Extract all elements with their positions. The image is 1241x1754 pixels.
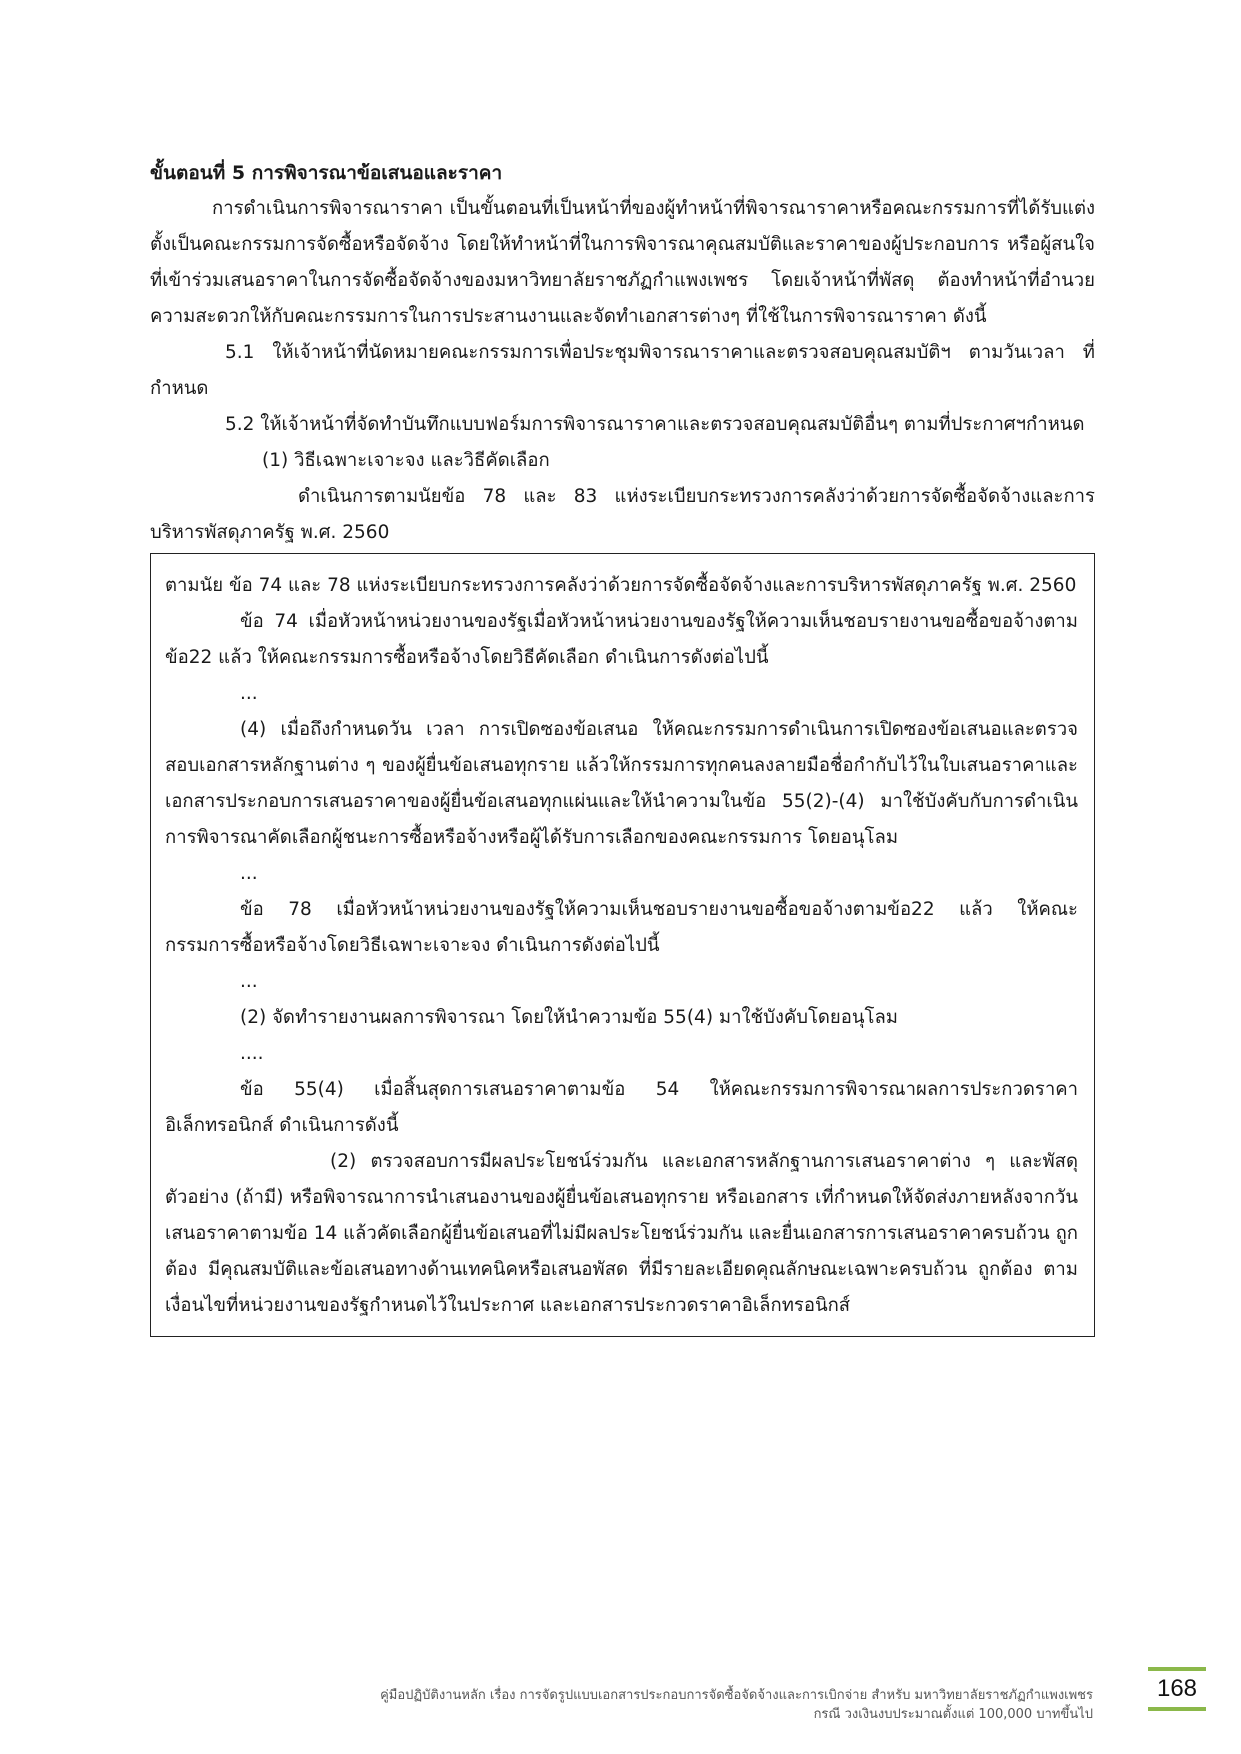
page-number-block: [1148, 1667, 1206, 1711]
intro-paragraph: การดำเนินการพิจารณาราคา เป็นขั้นตอนที่เป็นหน้าที่ของผู้ทำหน้าที่พิจารณาราคาหรือคณะกรรมการที่ได้รับแต่งตั้งเป็นคณะกรรมการจัดซื้อหรือจัดจ้าง โดยให้ทำหน้าที่ในการพิจารณาคุณสมบัติและราคาของผู้ประกอบการ หรือผู้สนใจที่เข้าร่วมเสนอราคาในการจัดซื้อจัดจ้างของมหาวิทยาลัยราชภัฏกำแพงเพชร โดยเจ้าหน้าที่พัสดุ ต้องทำหน้าที่อำนวยความสะดวกให้กับคณะกรรมการในการประสานงานและจัดทำเอกสารต่างๆ ที่ใช้ในการพิจารณาราคา ดังนี้: [150, 198, 1095, 327]
box-clause-55-4-2: (2) ตรวจสอบการมีผลประโยชน์ร่วมกัน และเอกสารหลักฐานการเสนอราคาต่าง ๆ และพัสดุตัวอย่าง (ถ้ามี) หรือพิจารณาการนำเสนองานของผู้ยื่นข้อเสนอทุกราย หรือเอกสาร เที่กำหนดให้จัดส่งภายหลังจากวันเสนอราคาตามข้อ 14 แล้วคัดเลือกผู้ยื่นข้อเสนอที่ไม่มีผลประโยชน์ร่วมกัน และยื่นเอกสารการเสนอราคาครบถ้วน ถูกต้อง มีคุณสมบัติและข้อเสนอทางด้านเทคนิคหรือเสนอพัสด ที่มีรายละเอียดคุณลักษณะเฉพาะครบถ้วน ถูกต้อง ตามเงื่อนไขที่หน่วยงานของรัฐกำหนดไว้ในประกาศ และเอกสารประกวดราคาอิเล็กทรอนิกส์: [165, 1151, 1078, 1316]
page-footer: [380, 1686, 1093, 1724]
box-clause-74: ข้อ 74 เมื่อหัวหน้าหน่วยงานของรัฐเมื่อหัวหน้าหน่วยงานของรัฐให้ความเห็นชอบรายงานขอซื้อขอจ้างตามข้อ22 แล้ว ให้คณะกรรมการซื้อหรือจ้างโดยวิธีคัดเลือก ดำเนินการดังต่อไปนี้: [165, 611, 1078, 668]
paragraph-5-1: 5.1 ให้เจ้าหน้าที่นัดหมายคณะกรรมการเพื่อประชุมพิจารณาราคาและตรวจสอบคุณสมบัติฯ ตามวันเวลา ที่กำหนด: [150, 342, 1095, 399]
box-intro: ตามนัย ข้อ 74 และ 78 แห่งระเบียบกระทรวงการคลังว่าด้วยการจัดซื้อจัดจ้างและการบริหารพัสดุภาครัฐ พ.ศ. 2560: [165, 575, 1077, 596]
page-number: 168: [1156, 1675, 1198, 1702]
box-clause-78-2: (2) จัดทำรายงานผลการพิจารณา โดยให้นำความข้อ 55(4) มาใช้บังคับโดยอนุโลม: [240, 1007, 898, 1028]
box-ellipsis: ....: [240, 1043, 264, 1064]
box-clause-78: ข้อ 78 เมื่อหัวหน้าหน่วยงานของรัฐให้ความเห็นชอบรายงานขอซื้อขอจ้างตามข้อ22 แล้ว ให้คณะกรรมการซื้อหรือจ้างโดยวิธีเฉพาะเจาะจง ดำเนินการดังต่อไปนี้: [165, 899, 1078, 956]
footer-subtitle: กรณี วงเงินงบประมาณตั้งแต่ 100,000 บาทขึ้นไป: [813, 1707, 1093, 1722]
document-page: [150, 155, 1095, 1337]
regulation-quote-box: [150, 553, 1095, 1337]
box-clause-55-4: ข้อ 55(4) เมื่อสิ้นสุดการเสนอราคาตามข้อ 54 ให้คณะกรรมการพิจารณาผลการประกวดราคาอิเล็กทรอนิกส์ ดำเนินการดังนี้: [165, 1079, 1078, 1136]
footer-title: คู่มือปฏิบัติงานหลัก เรื่อง การจัดรูปแบบเอกสารประกอบการจัดซื้อจัดจ้างและการเบิกจ่าย สำหรับ มหาวิทยาลัยราชภัฏกำแพงเพชร: [380, 1688, 1093, 1703]
box-ellipsis: ...: [240, 863, 258, 884]
page-number-bottom-bar: [1148, 1707, 1206, 1711]
box-clause-74-4: (4) เมื่อถึงกำหนดวัน เวลา การเปิดซองข้อเสนอ ให้คณะกรรมการดำเนินการเปิดซองข้อเสนอและตรวจสอบเอกสารหลักฐานต่าง ๆ ของผู้ยื่นข้อเสนอทุกราย แล้วให้กรรมการทุกคนลงลายมือชื่อกำกับไว้ในใบเสนอราคาและเอกสารประกอบการเสนอราคาของผู้ยื่นข้อเสนอทุกแผ่นและให้นำความในข้อ 55(2)-(4) มาใช้บังคับกับการดำเนินการพิจารณาคัดเลือกผู้ชนะการซื้อหรือจ้างหรือผู้ได้รับการเลือกของคณะกรรมการ โดยอนุโลม: [165, 719, 1078, 848]
paragraph-method-body: ดำเนินการตามนัยข้อ 78 และ 83 แห่งระเบียบกระทรวงการคลังว่าด้วยการจัดซื้อจัดจ้างและการบริหารพัสดุภาครัฐ พ.ศ. 2560: [150, 486, 1095, 543]
box-ellipsis: ...: [240, 971, 258, 992]
paragraph-5-2: 5.2 ให้เจ้าหน้าที่จัดทำบันทึกแบบฟอร์มการพิจารณาราคาและตรวจสอบคุณสมบัติอื่นๆ ตามที่ประกาศฯกำหนด: [225, 414, 1085, 435]
box-ellipsis: ...: [240, 683, 258, 704]
section-heading: ขั้นตอนที่ 5 การพิจารณาข้อเสนอและราคา: [150, 162, 503, 184]
paragraph-method: (1) วิธีเฉพาะเจาะจง และวิธีคัดเลือก: [262, 450, 550, 471]
